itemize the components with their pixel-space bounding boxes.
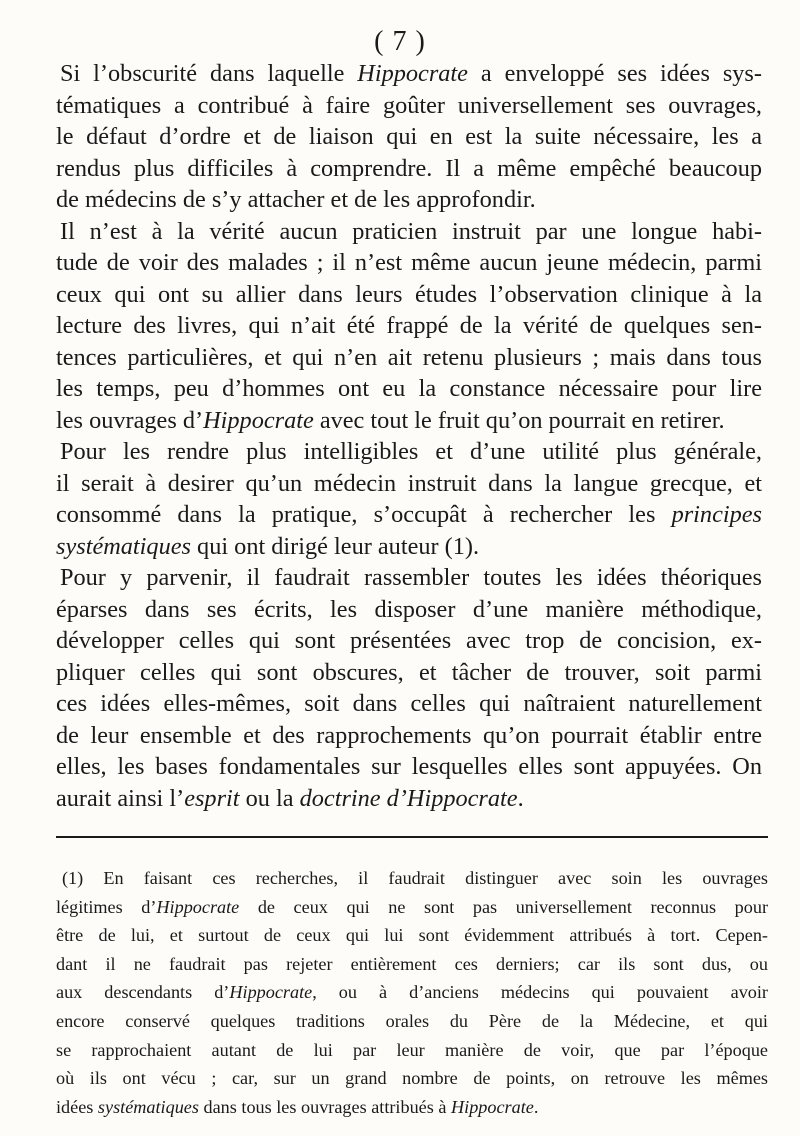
text-line: elles, les bases fondamentales sur lesquelles elles sont appuyées. On (56, 753, 762, 780)
paragraph (56, 436, 762, 562)
text-line: lecture des livres, qui n’ait été frappé de la vérité de quelques sen- (56, 312, 762, 339)
text-line: développer celles qui sont présentées avec trop de concision, ex- (56, 627, 762, 654)
text-line: ceux qui ont su allier dans leurs études l’observation clinique à la (56, 280, 762, 308)
footnote-rule (56, 836, 768, 838)
footnote-line: légitimes d’Hippocrate de ceux qui ne sont pas universellement reconnus pour (56, 896, 769, 917)
footnote-line: où ils ont vécu ; car, sur un grand nombre de points, on retrouve les mêmes (56, 1068, 768, 1089)
text-line: Si l’obscurité dans laquelle Hippocrate a enveloppé ses idées sys- (60, 60, 762, 87)
text-line: tude de voir des malades ; il n’est même aucun jeune médecin, parmi (56, 249, 762, 276)
footnote-line: dant il ne faudrait pas rejeter entièrement ces derniers; car ils sont dus, ou (56, 953, 768, 974)
text-line: consommé dans la pratique, s’occupât à rechercher les principes (56, 501, 762, 528)
footnote (56, 864, 768, 1121)
text-line: de médecins de s’y attacher et de les approfondir. (56, 186, 536, 213)
footnote-line: (1) En faisant ces recherches, il faudrait distinguer avec soin les ouvrages (62, 868, 768, 888)
footnote-line: aux descendants d’Hippocrate, ou à d’anciens médecins qui pouvaient avoir (56, 982, 768, 1003)
text-line: ces idées elles-mêmes, soit dans celles qui naîtraient naturellement (56, 690, 762, 717)
text-line: Il n’est à la vérité aucun praticien instruit par une longue habi- (60, 217, 762, 245)
text-line: le défaut d’ordre et de liaison qui en est la suite nécessaire, les a (56, 123, 762, 150)
text-line: systématiques qui ont dirigé leur auteur (1). (56, 532, 480, 560)
main-text (56, 58, 762, 814)
footnote-line: encore conservé quelques traditions orales du Père de la Médecine, et qui (56, 1010, 768, 1031)
text-line: tences particulières, et qui n’en ait retenu plusieurs ; mais dans tous (56, 343, 762, 371)
text-line: Pour y parvenir, il faudrait rassembler toutes les idées théoriques (60, 564, 762, 591)
page-number: ( 7 ) (374, 26, 426, 57)
text-line: tématiques a contribué à faire goûter universellement ses ouvrages, (56, 91, 762, 119)
text-line: aurait ainsi l’esprit ou la doctrine d’Hippocrate. (56, 784, 524, 812)
paragraph (56, 216, 762, 437)
text-line: Pour les rendre plus intelligibles et d’une utilité plus générale, (60, 438, 762, 465)
text-line: pliquer celles qui sont obscures, et tâcher de trouver, soit parmi (56, 658, 762, 686)
footnote-line: se rapprochaient autant de lui par leur manière de voir, que par l’époque (56, 1039, 768, 1060)
paragraph (56, 58, 762, 216)
text-line: éparses dans ses écrits, les disposer d’une manière méthodique, (56, 595, 762, 623)
paragraph (56, 562, 762, 814)
text-line: il serait à desirer qu’un médecin instruit dans la langue grecque, et (56, 469, 762, 497)
text-line: de leur ensemble et des rapprochements qu’on pourrait établir entre (56, 721, 762, 749)
text-line: les ouvrages d’Hippocrate avec tout le fruit qu’on pourrait en retirer. (56, 406, 725, 434)
text-line: les temps, peu d’hommes ont eu la constance nécessaire pour lire (56, 375, 762, 402)
footnote-line: être de lui, et surtout de ceux qui lui sont évidemment attribués à tort. Cepen- (56, 925, 768, 946)
text-line: rendus plus difficiles à comprendre. Il a même empêché beaucoup (56, 154, 762, 182)
footnote-line: idées systématiques dans tous les ouvrages attribués à Hippocrate. (56, 1096, 539, 1117)
